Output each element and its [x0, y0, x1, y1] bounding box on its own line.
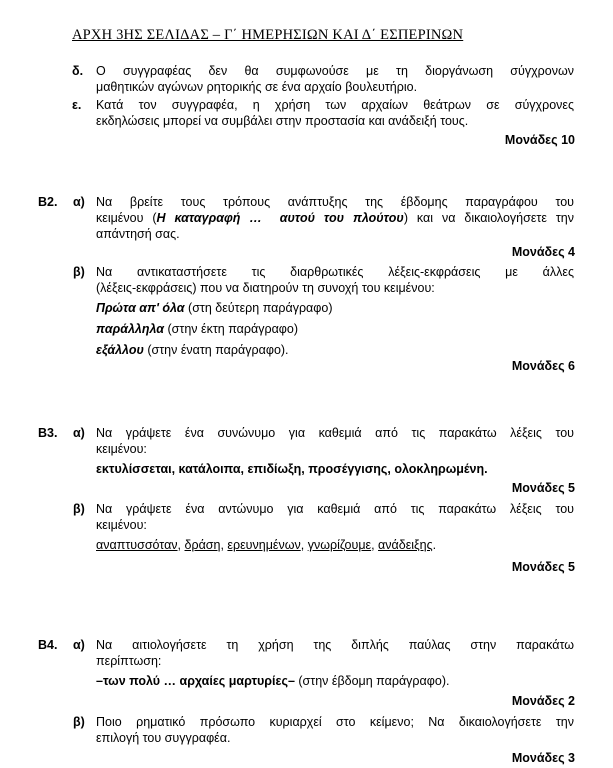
b2-item-2-note: (στην έκτη παράγραφο)	[164, 322, 299, 336]
question-number-b2: Β2.	[38, 195, 58, 209]
marks-b2-b: Μονάδες 6	[511, 359, 575, 373]
b2-b-item-1	[96, 301, 333, 315]
b3-a-words: εκτυλίσσεται, κατάλοιπα, επιδίωξη, προσέγγισης, ολοκληρωμένη.	[96, 462, 488, 476]
b2-b-line2: (λέξεις-εκφράσεις) που να διατηρούν τη συνοχή του κειμένου:	[96, 281, 435, 295]
b2-item-1-note: (στη δεύτερη παράγραφο)	[184, 301, 333, 315]
b3-word-3: ερευνημένων	[227, 538, 301, 552]
b3-word-1: αναπτυσσόταν	[96, 538, 178, 552]
b3-b-words	[96, 538, 436, 552]
b3-word-4: γνωρίζουμε	[307, 538, 372, 552]
item-letter-e: ε.	[72, 98, 82, 112]
b4-a-quote: –των πολύ … αρχαίες μαρτυρίες–	[96, 674, 295, 688]
b4-a-line1: Να αιτιολογήσετε τη χρήση της διπλής παύλας στην παρακάτω	[96, 638, 574, 652]
page-header: ΑΡΧΗ 3ΗΣ ΣΕΛΙΔΑΣ – Γ΄ ΗΜΕΡΗΣΙΩΝ ΚΑΙ Δ΄ ΕΣΠΕΡΙΝΩΝ	[72, 27, 464, 43]
b3-b-letter: β)	[73, 502, 85, 516]
b2-b-line1: Να αντικαταστήσετε τις διαρθρωτικές λέξεις-εκφράσεις με άλλες	[96, 265, 574, 279]
question-number-b3: Β3.	[38, 426, 58, 440]
question-number-b4: Β4.	[38, 638, 58, 652]
statement-e-line2: εκδηλώσεις μπορεί να συμβάλει στην προστασία και ανάδειξή τους.	[96, 114, 469, 128]
b3-sep: ,	[220, 538, 228, 552]
b2-b-item-3	[96, 343, 289, 357]
b2-a-line2	[96, 211, 574, 225]
b3-a-line1: Να γράψετε ένα συνώνυμο για καθεμιά από τις παρακάτω λέξεις του	[96, 426, 574, 440]
marks-b2-a: Μονάδες 4	[511, 245, 575, 259]
b4-a-quote-note: (στην έβδομη παράγραφο).	[294, 674, 450, 688]
b2-a-line1: Να βρείτε τους τρόπους ανάπτυξης της έβδομης παραγράφου του	[96, 195, 574, 209]
marks-b4-a: Μονάδες 2	[511, 694, 575, 708]
b4-a-letter: α)	[73, 638, 85, 652]
b2-item-3-note: (στην ένατη παράγραφο).	[143, 343, 289, 357]
b3-sep: ,	[177, 538, 185, 552]
statement-d-line1: Ο συγγραφέας δεν θα συμφωνούσε με τη διοργάνωση σύγχρονων	[96, 64, 574, 78]
b2-a-line2-post: ) και να δικαιολογήσετε την	[403, 211, 574, 225]
b2-a-letter: α)	[73, 195, 85, 209]
b3-word-2: δράση	[184, 538, 221, 552]
b2-a-line2-pre: κειμένου (	[96, 211, 157, 225]
b2-item-1-word: Πρώτα απ' όλα	[96, 301, 185, 315]
b4-a-quote-line	[96, 674, 449, 688]
marks-b1: Μονάδες 10	[504, 133, 575, 147]
b3-a-letter: α)	[73, 426, 85, 440]
b3-b-line2: κειμένου:	[96, 518, 147, 532]
b2-a-quote-end: αυτού του πλούτου	[279, 211, 404, 225]
b2-item-3-word: εξάλλου	[96, 343, 144, 357]
b3-a-line2: κειμένου:	[96, 442, 147, 456]
b4-b-line2: επιλογή του συγγραφέα.	[96, 731, 231, 745]
b3-sep: ,	[300, 538, 308, 552]
b3-end: .	[432, 538, 437, 552]
marks-b4-b: Μονάδες 3	[511, 751, 575, 765]
marks-b3-b: Μονάδες 5	[511, 560, 575, 574]
item-letter-d: δ.	[72, 64, 84, 78]
b2-b-letter: β)	[73, 265, 85, 279]
marks-b3-a: Μονάδες 5	[511, 481, 575, 495]
b3-word-5: ανάδειξης	[378, 538, 433, 552]
b4-b-line1: Ποιο ρηματικό πρόσωπο κυριαρχεί στο κείμενο; Να δικαιολογήσετε την	[96, 715, 574, 729]
b2-item-2-word: παράλληλα	[96, 322, 165, 336]
b2-b-item-2	[96, 322, 298, 336]
b4-a-line2: περίπτωση:	[96, 654, 162, 668]
b4-b-letter: β)	[73, 715, 85, 729]
statement-d-line2: μαθητικών αγώνων ρητορικής σε ένα αρχαίο βουλευτήριο.	[96, 80, 418, 94]
b3-b-line1: Να γράψετε ένα αντώνυμο για καθεμιά από τις παρακάτω λέξεις του	[96, 502, 574, 516]
b2-a-quote-start: Η καταγραφή …	[156, 211, 262, 225]
b2-a-line3: απάντησή σας.	[96, 227, 180, 241]
statement-e-line1: Κατά τον συγγραφέα, η χρήση των αρχαίων θεάτρων σε σύγχρονες	[96, 98, 574, 112]
b3-sep: ,	[371, 538, 379, 552]
